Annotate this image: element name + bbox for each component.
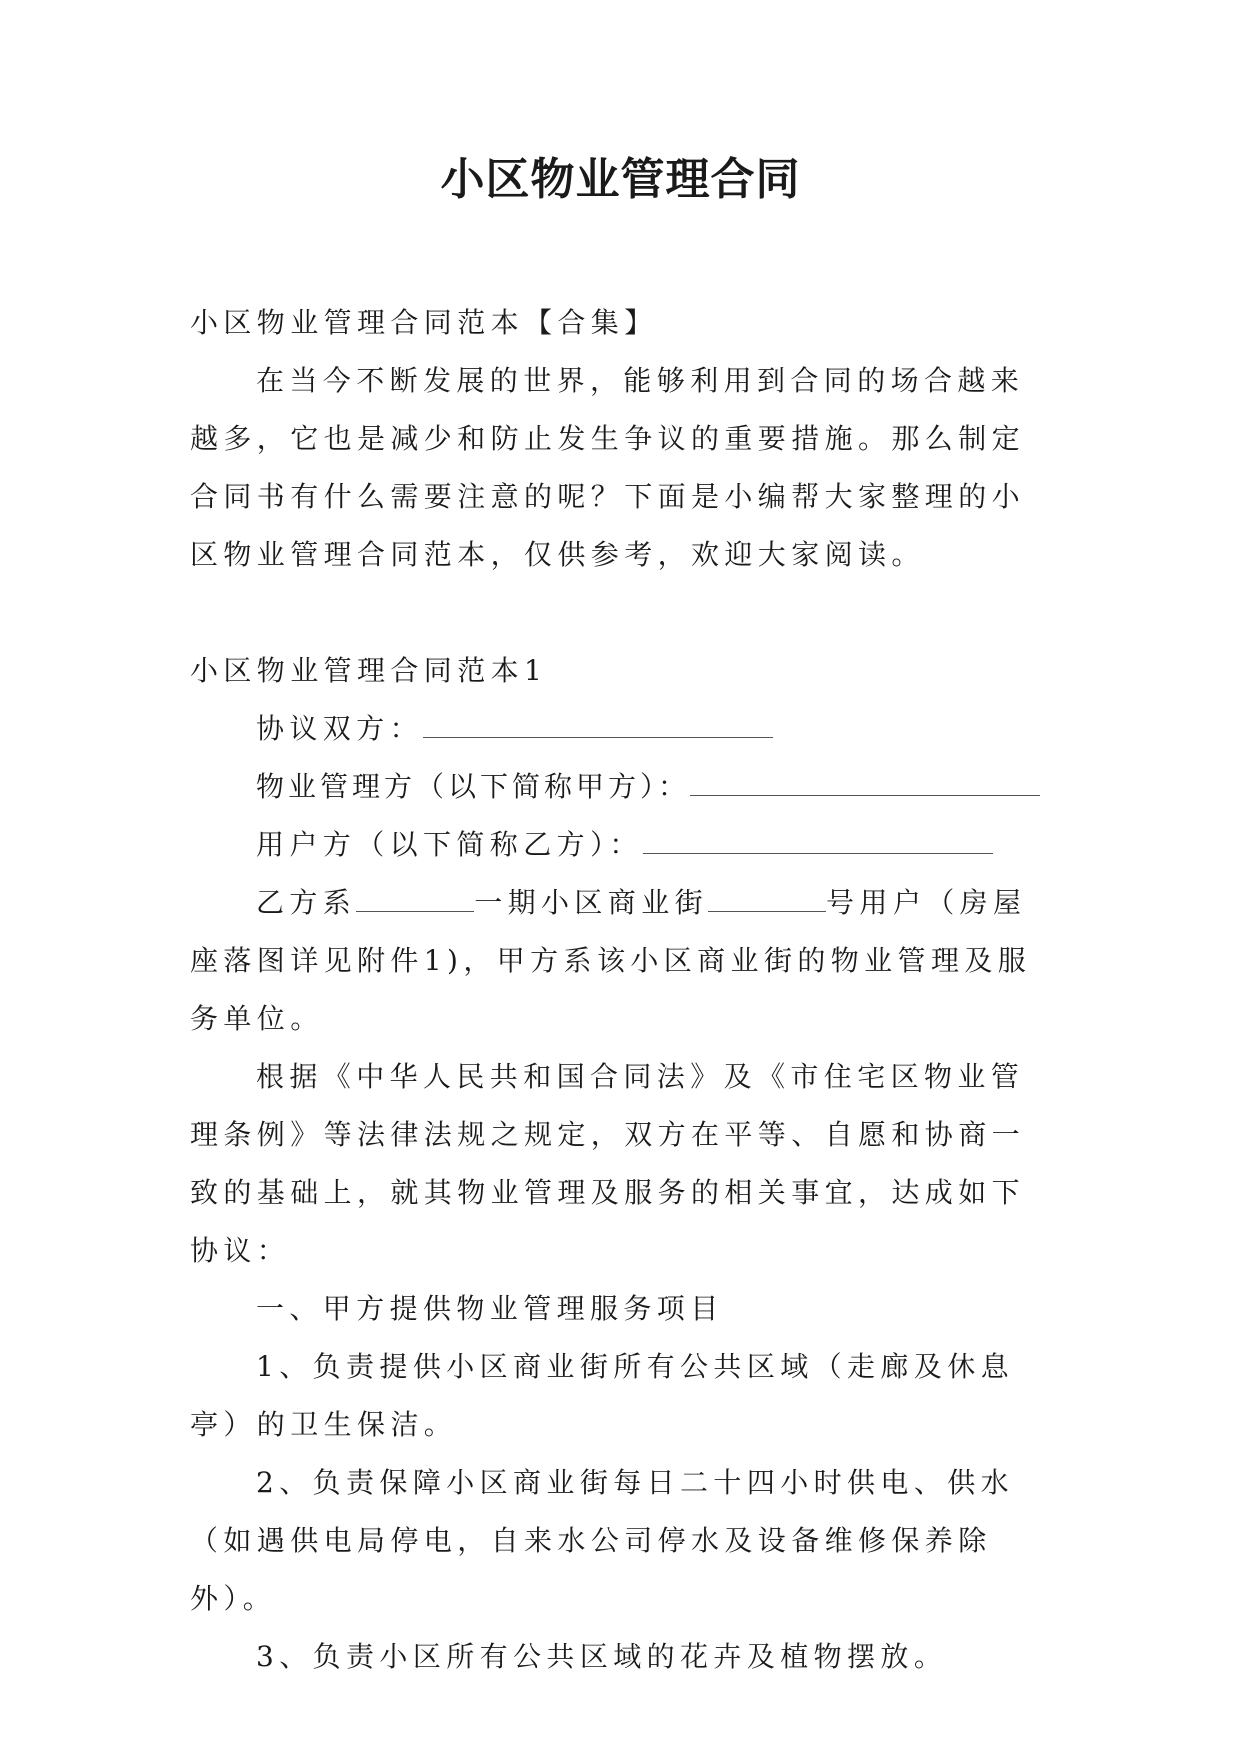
- document-subtitle: 小区物业管理合同范本【合集】: [190, 306, 658, 339]
- article-1-item-1: 1、负责提供小区商业街所有公共区域（走廊及休息亭）的卫生保洁。: [190, 1350, 1015, 1441]
- tenant-blank-1: [356, 889, 474, 912]
- parties-label: 协议双方：: [256, 712, 424, 745]
- tenant-text-1: 乙方系: [256, 886, 357, 919]
- document-title: 小区物业管理合同: [440, 154, 801, 205]
- article-1-item-2: 2、负责保障小区商业街每日二十四小时供电、供水（如遇供电局停电，自来水公司停水及设备维修保养除外）。: [190, 1466, 1015, 1615]
- parties-line: [190, 700, 1052, 758]
- basis-paragraph: 根据《中华人民共和国合同法》及《市住宅区物业管理条例》等法律法规之规定，双方在平等、自愿和协商一致的基础上，就其物业管理及服务的相关事宜，达成如下协议：: [190, 1060, 1026, 1267]
- section-title: 小区物业管理合同范本1: [190, 654, 548, 687]
- article-1-item-3: 3、负责小区所有公共区域的花卉及植物摆放。: [256, 1640, 948, 1673]
- tenant-paragraph: [190, 874, 1052, 1048]
- party-a-blank: [690, 773, 1040, 796]
- party-b-line: [190, 816, 1052, 874]
- party-b-blank: [643, 831, 993, 854]
- tenant-text-3: 号用户（房屋座落图详见附件1)，甲方系该小区商业街的物业管理及服务单位。: [190, 886, 1032, 1035]
- document-body: [190, 294, 1052, 1686]
- parties-blank: [423, 715, 773, 738]
- paragraph-gap: [190, 584, 1052, 642]
- intro-paragraph: 在当今不断发展的世界，能够利用到合同的场合越来越多，它也是减少和防止发生争议的重要措施。那么制定合同书有什么需要注意的呢？下面是小编帮大家整理的小区物业管理合同范本，仅供参考，欢迎大家阅读。: [190, 364, 1026, 571]
- party-a-label: 物业管理方（以下简称甲方）：: [256, 770, 691, 803]
- tenant-blank-2: [708, 889, 826, 912]
- article-1-title: 一、甲方提供物业管理服务项目: [256, 1292, 724, 1325]
- tenant-text-2: 一期小区商业街: [474, 886, 709, 919]
- party-b-label: 用户方（以下简称乙方）：: [256, 828, 643, 861]
- party-a-line: [190, 758, 1052, 816]
